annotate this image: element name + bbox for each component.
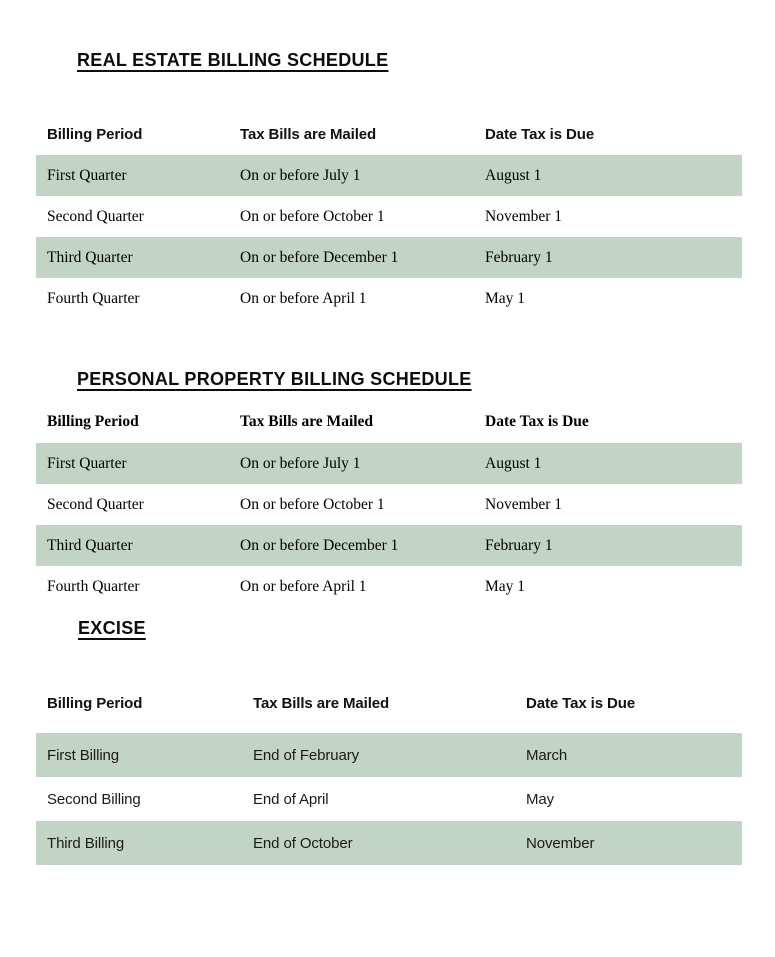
table-row — [36, 525, 742, 566]
column-header-date-tax-due: Date Tax is Due — [485, 413, 589, 430]
mailed-date-cell: On or before December 1 — [240, 248, 399, 266]
billing-period-cell: Fourth Quarter — [47, 289, 140, 307]
mailed-date-cell: On or before October 1 — [240, 207, 385, 225]
mailed-date-cell: End of October — [253, 834, 353, 852]
excise-schedule-table — [36, 688, 742, 865]
table-row — [36, 777, 742, 821]
billing-period-cell: First Quarter — [47, 166, 127, 184]
due-date-cell: November 1 — [485, 495, 563, 513]
mailed-date-cell: On or before October 1 — [240, 495, 385, 513]
table-row — [36, 821, 742, 865]
real-estate-schedule-table — [36, 113, 742, 319]
due-date-cell: February 1 — [485, 248, 553, 266]
due-date-cell: March — [526, 746, 568, 764]
table-header-row — [36, 688, 742, 733]
column-header-tax-bills-mailed: Tax Bills are Mailed — [253, 695, 390, 712]
table-header-row — [36, 401, 742, 443]
billing-period-cell: Second Billing — [47, 790, 141, 808]
excise-section-title: EXCISE — [78, 618, 146, 638]
table-row — [36, 484, 742, 525]
billing-period-cell: Third Billing — [47, 834, 125, 852]
mailed-date-cell: On or before July 1 — [240, 166, 361, 184]
column-header-date-tax-due: Date Tax is Due — [485, 125, 595, 143]
billing-period-cell: Third Quarter — [47, 536, 133, 554]
column-header-tax-bills-mailed: Tax Bills are Mailed — [240, 125, 377, 143]
table-row — [36, 733, 742, 777]
mailed-date-cell: On or before July 1 — [240, 454, 361, 472]
personal-property-section-title: PERSONAL PROPERTY BILLING SCHEDULE — [77, 369, 472, 389]
due-date-cell: August 1 — [485, 454, 542, 472]
mailed-date-cell: On or before December 1 — [240, 536, 399, 554]
table-row — [36, 278, 742, 319]
column-header-billing-period: Billing Period — [47, 413, 139, 430]
table-header-row — [36, 113, 742, 155]
due-date-cell: November — [526, 834, 595, 852]
mailed-date-cell: On or before April 1 — [240, 289, 367, 307]
due-date-cell: August 1 — [485, 166, 542, 184]
table-row — [36, 237, 742, 278]
due-date-cell: May 1 — [485, 577, 526, 595]
table-row — [36, 155, 742, 196]
due-date-cell: May — [526, 790, 555, 808]
real-estate-section-title: REAL ESTATE BILLING SCHEDULE — [77, 50, 389, 70]
personal-property-schedule-table — [36, 401, 742, 607]
column-header-billing-period: Billing Period — [47, 125, 143, 143]
column-header-billing-period: Billing Period — [47, 695, 143, 712]
column-header-date-tax-due: Date Tax is Due — [526, 695, 636, 712]
billing-period-cell: Fourth Quarter — [47, 577, 140, 595]
due-date-cell: November 1 — [485, 207, 563, 225]
billing-period-cell: Second Quarter — [47, 495, 144, 513]
billing-period-cell: Second Quarter — [47, 207, 144, 225]
billing-period-cell: First Quarter — [47, 454, 127, 472]
due-date-cell: May 1 — [485, 289, 526, 307]
table-row — [36, 443, 742, 484]
mailed-date-cell: End of February — [253, 746, 360, 764]
mailed-date-cell: End of April — [253, 790, 329, 808]
column-header-tax-bills-mailed: Tax Bills are Mailed — [240, 413, 374, 430]
mailed-date-cell: On or before April 1 — [240, 577, 367, 595]
table-row — [36, 196, 742, 237]
due-date-cell: February 1 — [485, 536, 553, 554]
billing-period-cell: First Billing — [47, 746, 120, 764]
table-row — [36, 566, 742, 607]
billing-period-cell: Third Quarter — [47, 248, 133, 266]
